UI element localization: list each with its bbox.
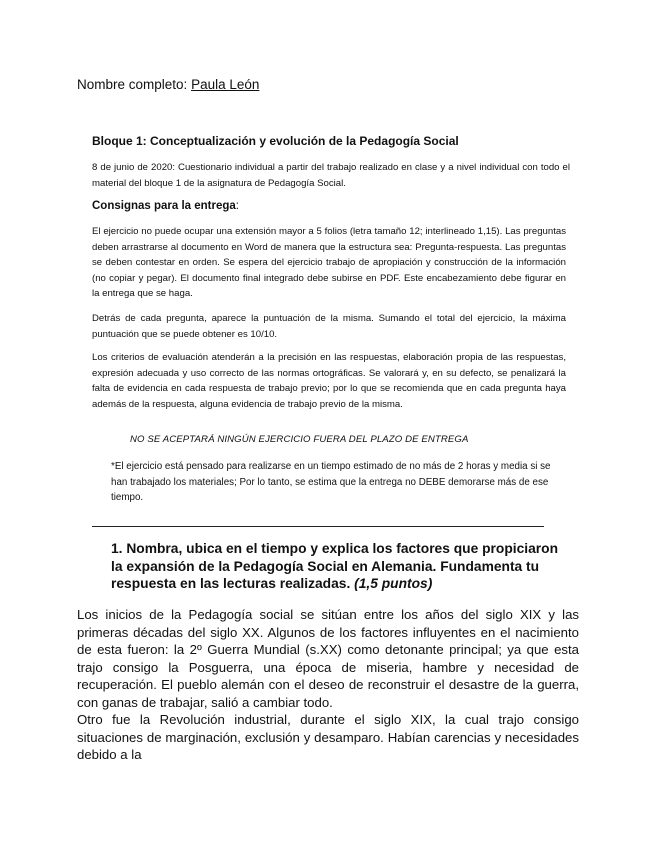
consignas-paragraph-1: El ejercicio no puede ocupar una extensión mayor a 5 folios (letra tamaño 12; interlineado 1,15). Las preguntas deben arrastrarse al documento en Word de manera que la estructura sea: Pregunta-respuesta. Las preguntas se deben contestar en orden. Se espera del ejercicio trabajo de apropiación y construcción de la información (no copiar y pegar). El documento final integrado debe subirse en PDF. Este encabezamiento debe figurar en la entrega que se haga. xyxy=(92,226,566,300)
name-label: Nombre completo: xyxy=(77,77,188,92)
answer-paragraph-1: Los inicios de la Pedagogía social se sitúan entre los años del siglo XIX y las primeras décadas del siglo XX. Algunos de los factores influyentes en el nacimiento de esta fueron: la 2º Guerra Mundial (s.XX) como detonante principal; ya que esta trajo consigo la Posguerra, una época de miseria, hambre y necesidad de recuperación. El pueblo alemán con el deseo de reconstruir el desastre de la guerra, con ganas de trabajar, salió a cambiar todo. xyxy=(77,607,579,710)
name-line xyxy=(77,77,259,92)
consignas-paragraph-2: Detrás de cada pregunta, aparece la puntuación de la misma. Sumando el total del ejercicio, la máxima puntuación que se puede obtener es 10/10. xyxy=(92,313,566,340)
time-note: *El ejercicio está pensado para realizarse en un tiempo estimado de no más de 2 horas y media si se han trabajado los materiales; Por lo tanto, se estima que la entrega no DEBE demorarse más de ese tiempo. xyxy=(111,461,551,503)
separator-line xyxy=(92,526,544,527)
question-1-points: (1,5 puntos) xyxy=(354,576,433,591)
intro-paragraph: 8 de junio de 2020: Cuestionario individual a partir del trabajo realizado en clase y a nivel individual con todo el material del bloque 1 de la asignatura de Pedagogía Social. xyxy=(92,162,570,189)
consignas-paragraph-3: Los criterios de evaluación atenderán a la precisión en las respuestas, elaboración propia de las respuestas, expresión adecuada y uso correcto de las normas ortográficas. Se valorará y, en su defecto, se penalizará la falta de evidencia en cada respuesta de trabajo previo; por lo que se recomienda que en cada pregunta haya además de la respuesta, alguna evidencia de trabajo previo de la misma. xyxy=(92,352,566,410)
consignas-title: Consignas para la entrega xyxy=(92,200,236,212)
student-name: Paula León xyxy=(191,77,260,92)
consignas-heading xyxy=(92,200,239,212)
answer-paragraph-2: Otro fue la Revolución industrial, durante el siglo XIX, la cual trajo consigo situaciones de marginación, exclusión y desamparo. Habían carencias y necesidades debido a la xyxy=(77,712,579,762)
consignas-colon: : xyxy=(235,200,239,212)
question-1 xyxy=(111,540,567,593)
question-1-text: 1. Nombra, ubica en el tiempo y explica los factores que propiciaron la expansión de la Pedagogía Social en Alemania. Fundamenta tu respuesta en las lecturas realizadas. xyxy=(111,541,558,591)
deadline-warning: NO SE ACEPTARÁ NINGÚN EJERCICIO FUERA DEL PLAZO DE ENTREGA xyxy=(130,434,469,445)
block-title: Bloque 1: Conceptualización y evolución de la Pedagogía Social xyxy=(92,134,459,148)
answer-1 xyxy=(77,606,579,764)
